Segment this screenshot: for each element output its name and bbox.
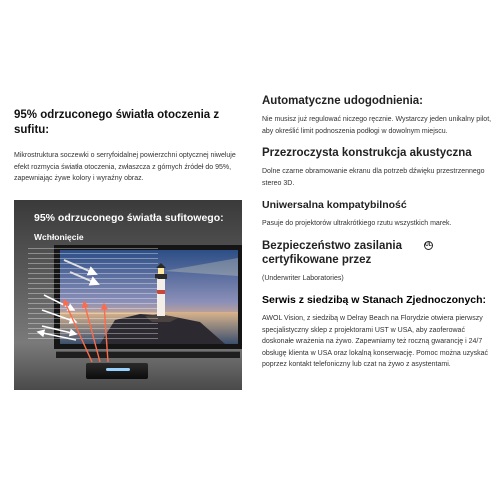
feature-heading: Automatyczne udogodnienia:	[262, 95, 423, 107]
photo-title: 95% odrzuconego światła sufitowego:	[34, 212, 224, 224]
feature-heading: Bezpieczeństwo zasilania certyfikowane przez	[262, 239, 402, 266]
feature-heading: Przezroczysta konstrukcja akustyczna	[262, 147, 472, 159]
left-column	[14, 108, 242, 185]
feature-heading: Uniwersalna kompatybilność	[262, 199, 407, 211]
photo-subtitle: Wchłonięcie	[34, 232, 84, 242]
feature-us-service	[262, 293, 494, 371]
feature-body: (Underwriter Laboratories)	[262, 274, 344, 282]
feature-power-safety	[262, 239, 494, 285]
feature-body: Dolne czarne obramowanie ekranu dla potrzeb dźwięku przestrzennego stereo 3D.	[262, 168, 485, 187]
feature-automatic	[262, 94, 494, 137]
feature-acoustic	[262, 146, 494, 189]
ul-cert-icon: UL	[425, 241, 432, 248]
left-description: Mikrostruktura soczewki o serryfoidalnej powierzchni optycznej niweluje efekt rozmycia światła otoczenia, zwłaszcza z górnych źródeł do 95%, zapewniając żywe kolory i wyraźny obraz.	[14, 152, 236, 182]
left-title: 95% odrzuconego światła otoczenia z sufitu:	[14, 109, 220, 136]
right-column	[262, 94, 494, 380]
light-arrows	[14, 200, 242, 390]
feature-heading: Serwis z siedzibą w Stanach Zjednoczonych:	[262, 294, 487, 306]
projector-screen-photo	[14, 200, 242, 390]
feature-body: AWOL Vision, z siedzibą w Delray Beach na Florydzie otwiera pierwszy specjalistyczny sklep z projektorami UST w USA, aby zaoferować doskonałe wrażenia na żywo. Zapewniamy też roczną gwarancję i 24/7 obsługę klienta w USA oraz lokalną konserwację. Pomoc można uzyskać poprzez kontakt telefoniczny lub czat na żywo z asystentami.	[262, 315, 489, 368]
feature-body: Nie musisz już regulować niczego ręcznie. Wystarczy jeden unikalny pilot, aby określić limit podnoszenia podłogi w dowolnym miejscu.	[262, 116, 492, 135]
feature-compatibility	[262, 198, 494, 230]
feature-body: Pasuje do projektorów ultrakrótkiego rzutu wszystkich marek.	[262, 220, 452, 227]
